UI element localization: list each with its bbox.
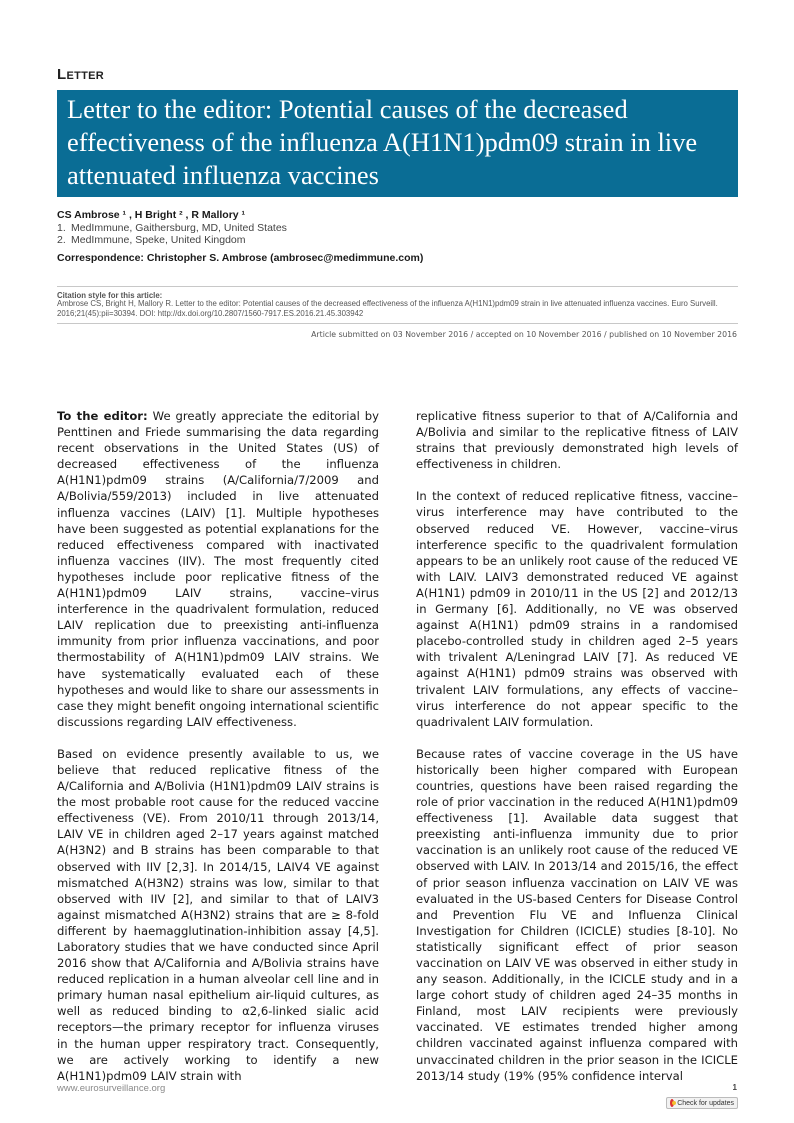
affiliation-number: 2. [57,234,66,246]
affiliation-text: MedImmune, Speke, United Kingdom [71,234,246,246]
divider-bottom [57,323,738,324]
footer-url[interactable]: www.eurosurveillance.org [57,1083,166,1094]
check-updates-label: Check for updates [677,1099,734,1107]
author-list: CS Ambrose ¹ , H Bright ² , R Mallory ¹ [57,209,246,221]
citation-text: Ambrose CS, Bright H, Mallory R. Letter to the editor: Potential causes of the decreased effectiveness of the influenza A(H1N1)pdm09 strain in live attenuated influenza vaccines. Euro Surveill. 2016;21(45):pii=30394. DOI: http://dx.doi.org/10.2807/1560-7917.ES.2016.21.45.303942 [57,299,718,318]
affiliation-text: MedImmune, Gaithersburg, MD, United States [71,222,287,234]
article-dates: Article submitted on 03 November 2016 / accepted on 10 November 2016 / published on 10 November 2016 [311,330,737,339]
body-column-right [416,408,738,1100]
paragraph-4: In the context of reduced replicative fitness, vaccine–virus interference may have contributed to the observed reduced VE. However, vaccine–virus interference specific to the quadrivalent formulation appears to be an unlikely root cause of the reduced VE with LAIV. LAIV3 demonstrated reduced VE against A(H1N1) pdm09 in 2010/11 in the US [2] and 2012/13 in Germany [6]. Additionally, no VE was observed against A(H1N1) pdm09 strains in a randomised placebo-controlled study in children aged 2–5 years with trivalent A/Leningrad LAIV [7]. As reduced VE against A(H1N1) pdm09 strains was observed with trivalent LAIV formulations, any effects of vaccine–virus interference do not appear specific to the quadrivalent LAIV formulation. [416,489,738,729]
check-updates-button[interactable] [666,1097,738,1109]
divider-top [57,286,738,287]
article-title: Letter to the editor: Potential causes of the decreased effectiveness of the influenza A(H1N1)pdm09 strain in live attenuated influenza vaccines [67,94,698,190]
paragraph-2: Based on evidence presently available to us, we believe that reduced replicative fitness of the A/California and A/Bolivia (H1N1)pdm09 LAIV strains is the most probable root cause for the reduced vaccine effectiveness (VE). From 2010/11 through 2013/14, LAIV VE in children aged 2–17 years against matched A(H3N2) and B strains has been comparable to that observed with IIV [2,3]. In 2014/15, LAIV4 VE against mismatched A(H3N2) strains was low, similar to that observed with IIV [2], and similar to that of LAIV3 against mismatched A(H3N2) strains that are ≥ 8-fold different by haemagglutination-inhibition assay [4,5]. Laboratory studies that we have conducted since April 2016 show that A/California and A/Bolivia strains have reduced replication in a human alveolar cell line and in primary human nasal epithelium air-liquid cultures, as well as reduced binding to α2,6-linked sialic acid receptors—the primary receptor for influenza viruses in the human upper respiratory tract. Consequently, we are actively working to identify a new A(H1N1)pdm09 LAIV strain with [57,746,379,1083]
paragraph-lead: To the editor: [57,409,148,423]
page-number: 1 [732,1083,737,1092]
paragraph-text: We greatly appreciate the editorial by Penttinen and Friede summarising the data regarding recent observations in the United States (US) of decreased effectiveness of the influenza A(H1N1)pdm09 strains (A/California/7/2009 and A/Bolivia/559/2013) included in live attenuated influenza vaccines (LAIV) [1]. Multiple hypotheses have been suggested as potential explanations for the reduced effectiveness compared with inactivated influenza vaccines (IIV). The most frequently cited hypotheses include poor replicative fitness of the A(H1N1)pdm09 LAIV strains, vaccine–virus interference in the quadrivalent formulation, reduced LAIV replication due to preexisting anti-influenza immunity from prior influenza vaccinations, and poor thermostability of A(H1N1)pdm09 LAIV strains. We have systematically evaluated each of these hypotheses and would like to share our assessments in case they might benefit ongoing international scientific discussions regarding LAIV effectiveness. [57,409,380,729]
affiliation-number: 1. [57,222,66,234]
title-banner [57,90,738,197]
affiliation-1 [57,222,287,234]
paragraph-5: Because rates of vaccine coverage in the US have historically been higher compared with European countries, questions have been raised regarding the role of prior vaccination in the reduced A(H1N1)pdm09 effectiveness [1]. Available data suggest that preexisting anti-influenza immunity due to prior vaccination is an unlikely root cause of the reduced VE observed with LAIV. In 2013/14 and 2015/16, the effect of prior season influenza vaccination on LAIV VE was evaluated in the US-based Centers for Disease Control and Prevention Flu VE and Influenza Clinical Investigation for Children (ICICLE) studies [8-10]. No statistically significant effect of prior season vaccination on LAIV VE was observed in either study in any season. Additionally, in the ICICLE study and in a large cohort study of children aged 24–35 months in Finland, most LAIV recipients were previously vaccinated. VE estimates trended higher among children vaccinated against influenza compared with unvaccinated children in the prior season in the ICICLE 2013/14 study (19% (95% confidence interval [416,746,738,1083]
body-column-left [57,408,379,1100]
citation-heading: Citation style for this article: [57,291,163,300]
correspondence: Correspondence: Christopher S. Ambrose (ambrosec@medimmune.com) [57,252,424,264]
section-label: Letter [57,66,105,83]
affiliation-2 [57,234,246,246]
paragraph-1 [57,408,379,730]
paragraph-3: replicative fitness superior to that of A/California and A/Bolivia and similar to the replicative fitness of LAIV strains that previously demonstrated high levels of effectiveness in children. [416,409,738,472]
crossmark-icon [670,1099,674,1107]
